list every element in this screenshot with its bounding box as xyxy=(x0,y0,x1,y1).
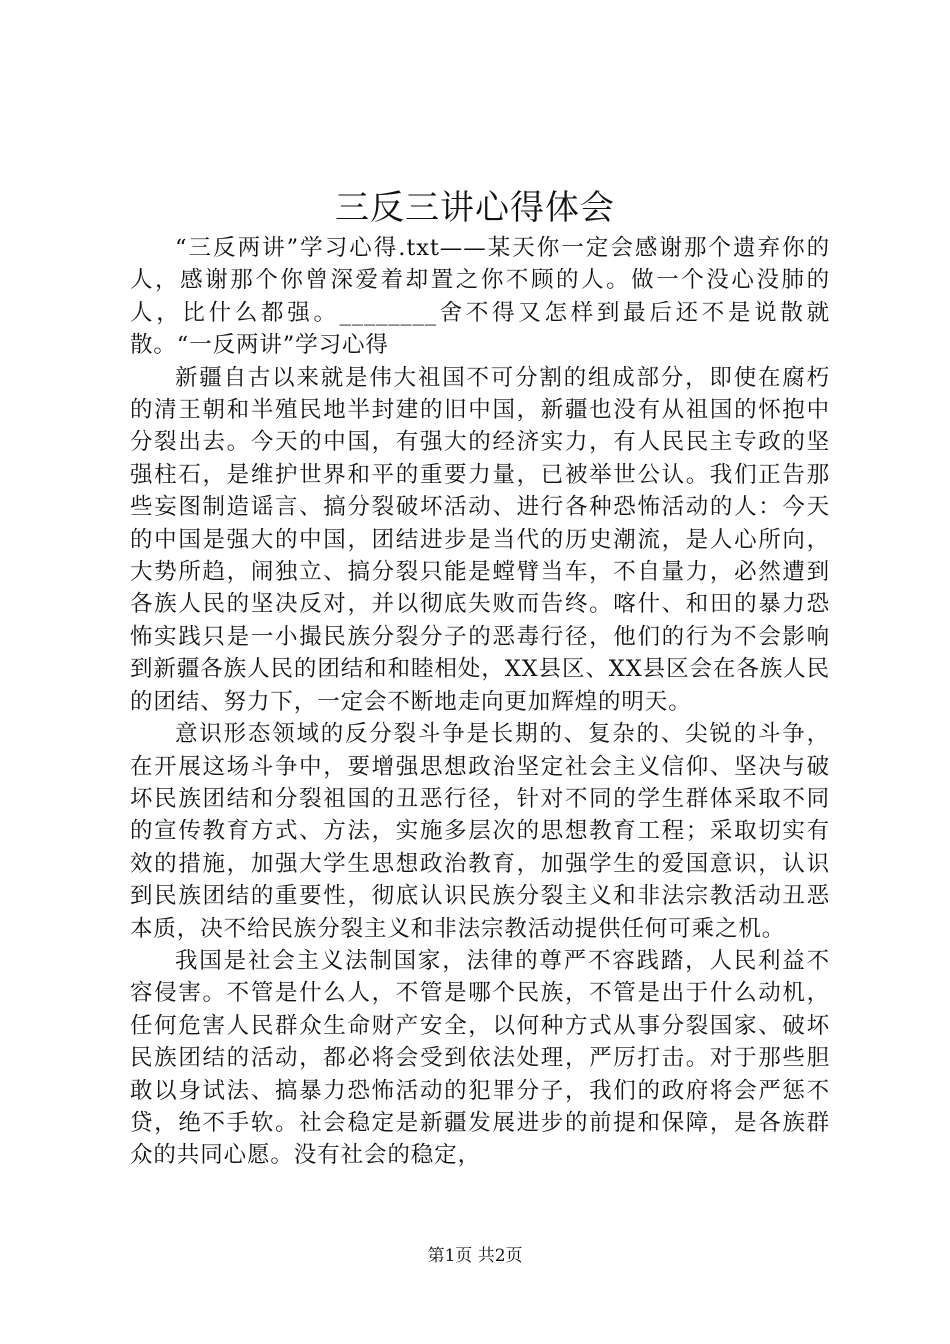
paragraph-3: 意识形态领域的反分裂斗争是长期的、复杂的、尖锐的斗争，在开展这场斗争中，要增强思想政治坚定社会主义信仰、坚决与破坏民族团结和分裂祖国的丑恶行径，针对不同的学生群体采取不同的宣传教育方式、方法，实施多层次的思想教育工程；采取切实有效的措施，加强大学生思想政治教育，加强学生的爱国意识，认识到民族团结的重要性，彻底认识民族分裂主义和非法宗教活动丑恶本质，决不给民族分裂主义和非法宗教活动提供任何可乘之机。 xyxy=(130,721,830,942)
paragraph-1: “三反两讲”学习心得.txt——某天你一定会感谢那个遗弃你的人，感谢那个你曾深爱着却置之你不顾的人。做一个没心没肺的人，比什么都强。________舍不得又怎样到最后还不是说散就散。“一反两讲”学习心得 xyxy=(130,235,830,359)
document-body xyxy=(130,232,830,1172)
paragraph-2: 新疆自古以来就是伟大祖国不可分割的组成部分，即使在腐朽的清王朝和半殖民地半封建的旧中国，新疆也没有从祖国的怀抱中分裂出去。今天的中国，有强大的经济实力，有人民民主专政的坚强柱石，是维护世界和平的重要力量，已被举世公认。我们正告那些妄图制造谣言、搞分裂破坏活动、进行各种恐怖活动的人：今天的中国是强大的中国，团结进步是当代的历史潮流，是人心所向，大势所趋，闹独立、搞分裂只能是螳臂当车，不自量力，必然遭到各族人民的坚决反对，并以彻底失败而告终。喀什、和田的暴力恐怖实践只是一小撮民族分裂分子的恶毒行径，他们的行为不会影响到新疆各族人民的团结和和睦相处，XX县区、XX县区会在各族人民的团结、努力下，一定会不断地走向更加辉煌的明天。 xyxy=(130,364,830,715)
document-title: 三反三讲心得体会 xyxy=(335,188,615,228)
paragraph-4: 我国是社会主义法制国家，法律的尊严不容践踏，人民利益不容侵害。不管是什么人，不管是哪个民族，不管是出于什么动机，任何危害人民群众生命财产安全，以何种方式从事分裂国家、破坏民族团结的活动，都必将会受到依法处理，严厉打击。对于那些胆敢以身试法、搞暴力恐怖活动的犯罪分子，我们的政府将会严惩不贷，绝不手软。社会稳定是新疆发展进步的前提和保障，是各族群众的共同心愿。没有社会的稳定， xyxy=(130,947,830,1169)
page-number-footer: 第1页 共2页 xyxy=(427,1246,523,1266)
